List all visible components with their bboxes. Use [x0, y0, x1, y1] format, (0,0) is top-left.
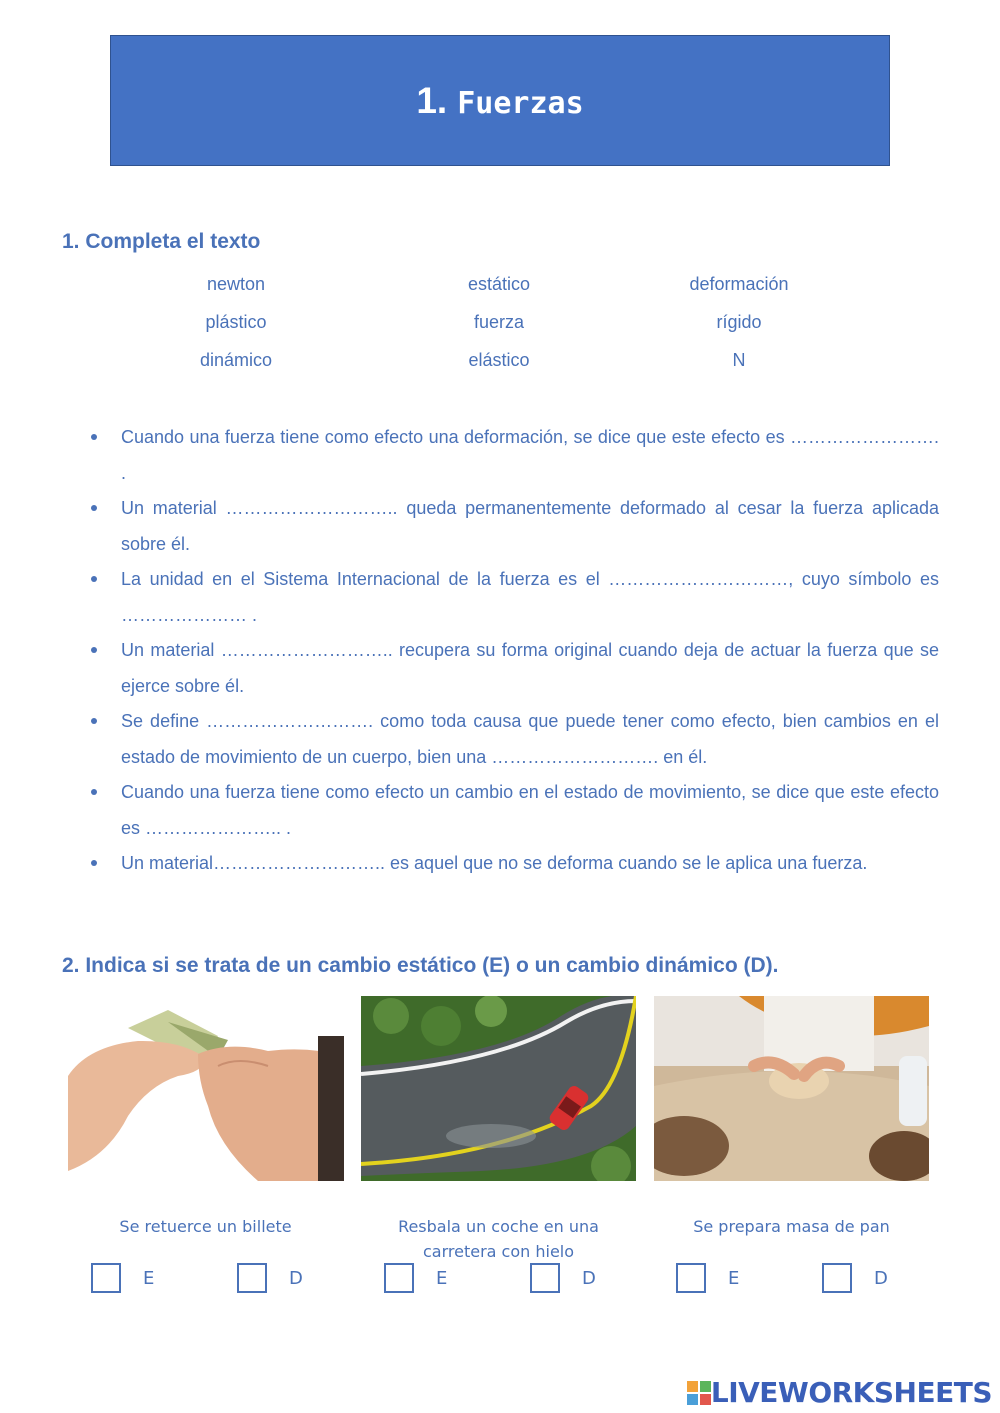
card-caption: Se retuerce un billete — [119, 1217, 292, 1236]
fill-in-item: Un material ……………………….. recupera su forma original cuando deja de actuar la fuerza que se ejerce sobre él. — [91, 633, 939, 704]
word-bank-word: estático — [467, 274, 531, 294]
checkbox-e[interactable] — [91, 1263, 121, 1293]
logo-text: LIVEWORKSHEETS — [710, 1376, 992, 1409]
word-bank-word: deformación — [689, 274, 789, 294]
option-d-banknote[interactable] — [237, 1263, 303, 1293]
title-banner — [110, 35, 890, 166]
word-bank-word: rígido — [716, 312, 762, 332]
fill-in-item: Un material ……………………….. queda permanentemente deformado al cesar la fuerza aplicada sobre él. — [91, 491, 939, 562]
word-bank-word: dinámico — [199, 350, 273, 370]
word-bank-word: fuerza — [473, 312, 525, 332]
option-e-bread[interactable] — [676, 1263, 739, 1293]
option-e-car[interactable] — [384, 1263, 447, 1293]
fill-in-item: Se define ………………………. como toda causa que puede tener como efecto, bien cambios en el estado de movimiento de un cuerpo, bien una ………………………. en él. — [91, 704, 939, 775]
section2-heading: 2. Indica si se trata de un cambio estático (E) o un cambio dinámico (D). — [62, 954, 779, 977]
word-bank-word: plástico — [205, 312, 267, 332]
banknote-image — [68, 996, 344, 1181]
page-title: Fuerzas — [457, 86, 584, 121]
word-bank-row — [0, 350, 1000, 388]
option-label: E — [143, 1267, 155, 1289]
checkbox-e[interactable] — [676, 1263, 706, 1293]
checkbox-d[interactable] — [822, 1263, 852, 1293]
word-bank-word: newton — [206, 274, 266, 294]
option-d-car[interactable] — [530, 1263, 596, 1293]
checkbox-e[interactable] — [384, 1263, 414, 1293]
checkbox-d[interactable] — [530, 1263, 560, 1293]
bread-dough-image — [654, 996, 929, 1181]
fill-in-item: La unidad en el Sistema Internacional de la fuerza es el …………………………, cuyo símbolo es ………………… . — [91, 562, 939, 633]
option-label: E — [728, 1267, 740, 1289]
option-label: E — [436, 1267, 448, 1289]
word-bank-row — [0, 274, 1000, 312]
option-label: D — [289, 1267, 303, 1289]
word-bank — [0, 274, 1000, 388]
section1-heading: 1. Completa el texto — [62, 230, 261, 253]
title-number: 1. — [416, 79, 448, 121]
word-bank-word: N — [732, 350, 746, 370]
fill-in-list — [91, 420, 939, 882]
card-caption: Se prepara masa de pan — [693, 1217, 890, 1236]
option-label: D — [582, 1267, 596, 1289]
icy-road-image — [361, 996, 636, 1181]
word-bank-word: elástico — [468, 350, 530, 370]
option-label: D — [874, 1267, 888, 1289]
option-d-bread[interactable] — [822, 1263, 888, 1293]
card-caption: Resbala un coche en una carretera con hielo — [398, 1217, 599, 1261]
fill-in-item: Cuando una fuerza tiene como efecto una deformación, se dice que este efecto es ……………………. . — [91, 420, 939, 491]
option-e-banknote[interactable] — [91, 1263, 154, 1293]
logo-blocks-icon — [687, 1381, 711, 1405]
liveworksheets-logo — [687, 1376, 992, 1409]
fill-in-item: Un material……………………….. es aquel que no se deforma cuando se le aplica una fuerza. — [91, 846, 939, 882]
checkbox-d[interactable] — [237, 1263, 267, 1293]
fill-in-item: Cuando una fuerza tiene como efecto un cambio en el estado de movimiento, se dice que este efecto es ………………….. . — [91, 775, 939, 846]
word-bank-row — [0, 312, 1000, 350]
